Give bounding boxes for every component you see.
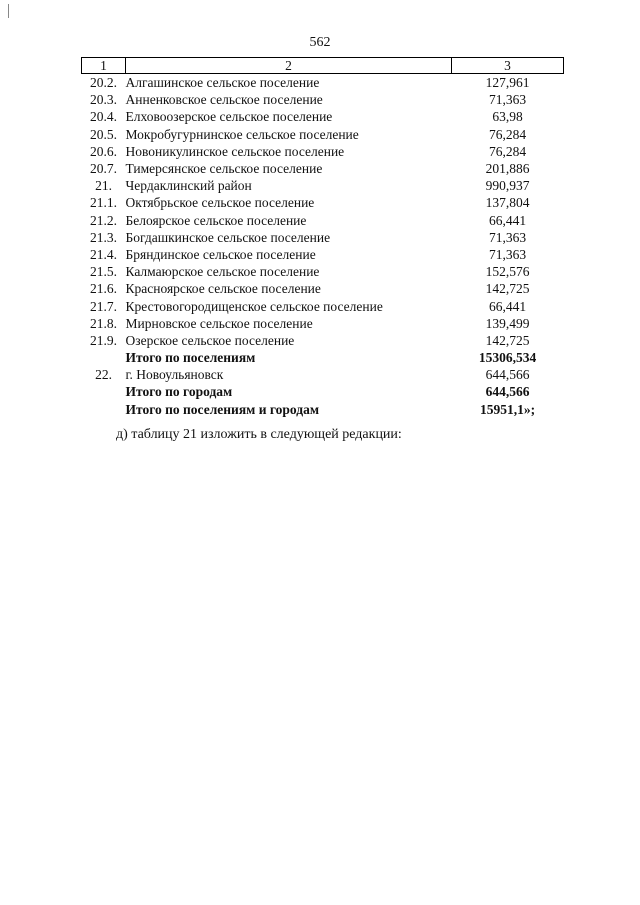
row-value-cell: 63,98 [492, 109, 523, 125]
row-name-cell: Крестовогородищенское сельское поселение [125, 298, 383, 314]
row-number-cell: 21.4. [90, 246, 117, 262]
row-value-cell: 990,937 [485, 178, 530, 194]
table-row [82, 126, 564, 143]
row-number-cell: 21.8. [90, 315, 117, 331]
row-value-cell: 127,961 [485, 75, 530, 91]
table-row [82, 91, 564, 108]
row-name-cell: Мокробугурнинское сельское поселение [125, 126, 359, 142]
row-number-cell: 20.7. [90, 161, 117, 177]
row-number-cell: 20.4. [90, 109, 117, 125]
row-value-cell: 644,566 [485, 384, 530, 400]
row-number-cell: 21.7. [90, 298, 117, 314]
table-row [82, 177, 564, 194]
total-row [82, 401, 564, 418]
row-name-cell: Мирновское сельское поселение [125, 315, 313, 331]
row-name-cell: Богдашкинское сельское поселение [125, 229, 331, 245]
table-row [82, 246, 564, 263]
row-number-cell: 21.1. [90, 195, 117, 211]
row-name-cell: Бряндинское сельское поселение [125, 246, 316, 262]
row-number-cell: 20.2. [90, 75, 117, 91]
row-name-cell: г. Новоульяновск [125, 367, 224, 383]
row-name-cell: Тимерсянское сельское поселение [125, 161, 323, 177]
row-value-cell: 66,441 [488, 298, 527, 314]
amendment-note: д) таблицу 21 изложить в следующей редакции: [116, 427, 402, 442]
row-value-cell: 644,566 [485, 367, 530, 383]
budget-table [81, 57, 564, 418]
row-name-cell: Чердаклинский район [125, 178, 252, 194]
row-name-cell: Калмаюрское сельское поселение [125, 264, 320, 280]
row-name-cell: Елховоозерское сельское поселение [125, 109, 333, 125]
row-name-cell: Октябрьское сельское поселение [125, 195, 315, 211]
total-row [82, 383, 564, 400]
total-row [82, 349, 564, 366]
row-value-cell: 71,363 [488, 246, 527, 262]
table-row [82, 212, 564, 229]
scan-edge-mark [8, 4, 9, 18]
row-value-cell: 76,284 [488, 126, 527, 142]
row-value-cell: 137,804 [485, 195, 530, 211]
row-number-cell: 21. [95, 178, 112, 194]
row-name-cell: Красноярское сельское поселение [125, 281, 321, 297]
row-value-cell: 142,725 [485, 281, 530, 297]
row-value-cell: 71,363 [488, 92, 527, 108]
row-name-cell: Анненковское сельское поселение [125, 92, 323, 108]
column-header-number: 1 [82, 58, 126, 74]
row-number-cell: 21.3. [90, 229, 117, 245]
row-number-cell: 21.5. [90, 264, 117, 280]
row-number-cell [82, 349, 126, 366]
table-row [82, 332, 564, 349]
row-number-cell [82, 383, 126, 400]
table-row [82, 280, 564, 297]
row-number-cell: 20.6. [90, 143, 117, 159]
table-row [82, 108, 564, 125]
table-row [82, 229, 564, 246]
row-value-cell: 66,441 [488, 212, 527, 228]
row-value-cell: 76,284 [488, 143, 527, 159]
row-number-cell: 21.2. [90, 212, 117, 228]
row-number-cell: 22. [95, 367, 112, 383]
table-row [82, 194, 564, 211]
row-name-cell: Белоярское сельское поселение [125, 212, 307, 228]
row-value-cell: 71,363 [488, 229, 527, 245]
row-value-cell: 15951,1»; [479, 401, 536, 417]
row-name-cell: Итого по поселениям [125, 350, 256, 366]
row-name-cell: Озерское сельское поселение [125, 332, 295, 348]
row-number-cell: 20.3. [90, 92, 117, 108]
row-number-cell [82, 401, 126, 418]
table-header-row [82, 58, 564, 74]
column-header-name: 2 [126, 58, 452, 74]
column-header-value: 3 [452, 58, 564, 74]
table-row [82, 160, 564, 177]
row-name-cell: Новоникулинское сельское поселение [125, 143, 345, 159]
row-number-cell: 21.9. [90, 332, 117, 348]
row-name-cell: Алгашинское сельское поселение [125, 75, 320, 91]
table-row [82, 366, 564, 383]
page-number: 562 [309, 35, 331, 50]
row-value-cell: 142,725 [485, 332, 530, 348]
table-row [82, 74, 564, 92]
row-value-cell: 201,886 [485, 161, 530, 177]
table-row [82, 297, 564, 314]
row-name-cell: Итого по городам [125, 384, 233, 400]
table-row [82, 143, 564, 160]
table-row [82, 263, 564, 280]
row-number-cell: 21.6. [90, 281, 117, 297]
row-value-cell: 152,576 [485, 264, 530, 280]
row-value-cell: 15306,534 [478, 350, 537, 366]
row-value-cell: 139,499 [485, 315, 530, 331]
row-name-cell: Итого по поселениям и городам [125, 401, 320, 417]
table-row [82, 315, 564, 332]
row-number-cell: 20.5. [90, 126, 117, 142]
